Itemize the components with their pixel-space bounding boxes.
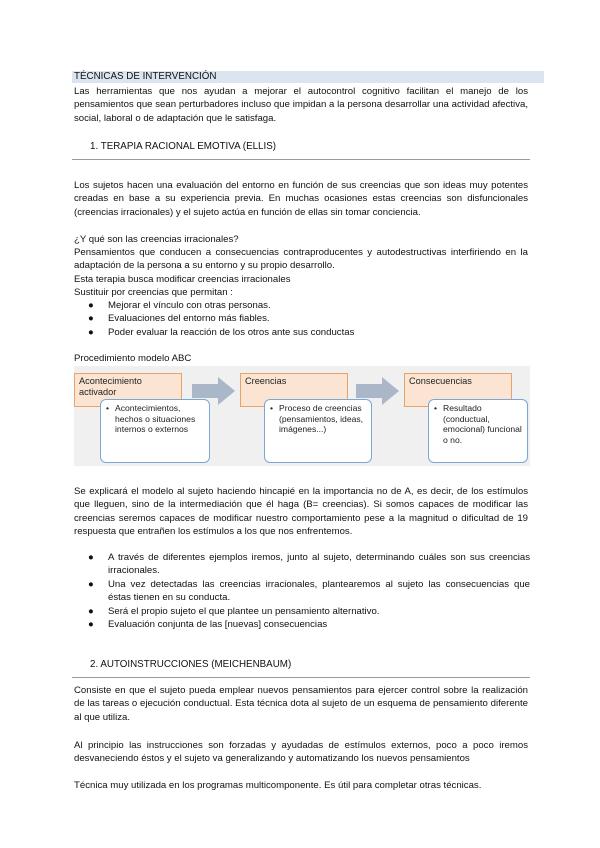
section1-divider: [72, 159, 530, 160]
list-item: ● Una vez detectadas las creencias irracionales, plantearemos al sujeto las consecuencias que éstas tienen en su conducta.: [88, 578, 530, 604]
list-item: ● Poder evaluar la reacción de los otros ante sus conductas: [88, 326, 355, 338]
intro-paragraph: Las herramientas que nos ayudan a mejorar el autocontrol cognitivo facilitan el manejo de los pensamientos que sean perturbadores incluso que impidan a la persona desarrollar una actividad afectiva, social, laboral o de adaptación que le satisfaga.: [74, 86, 528, 124]
section2-divider: [72, 677, 530, 678]
bullet-icon: ●: [88, 578, 94, 590]
bullet-icon: •: [434, 403, 438, 413]
bullet-icon: •: [270, 403, 274, 413]
bullet-icon: •: [106, 403, 110, 413]
section1-heading: 1. TERAPIA RACIONAL EMOTIVA (ELLIS): [90, 141, 277, 152]
list-item: ● A través de diferentes ejemplos iremos, junto al sujeto, determinando cuáles son sus creencias irracionales.: [88, 552, 530, 577]
bullet-icon: ●: [88, 619, 94, 631]
section2-paragraph-3: Técnica muy utilizada en los programas multicomponente. Es útil para completar otras técnicas.: [74, 780, 482, 791]
section1-paragraph-3: Esta terapia busca modificar creencias irracionales: [74, 274, 291, 285]
section1-paragraph-4: Sustituir por creencias que permitan :: [74, 287, 233, 298]
arrow-right-icon: [356, 376, 400, 406]
section2-paragraph-2: Al principio las instrucciones son forzadas y ayudadas de estímulos externos, poco a poco iremos desvaneciendo éstos y el sujeto va generalizando y automatizando los nuevos pensamientos: [74, 740, 528, 765]
bullet-icon: ●: [88, 326, 94, 338]
question-heading: ¿Y qué son las creencias irracionales?: [74, 234, 239, 245]
list-item: ● Evaluaciones del entorno más fiables.: [88, 313, 270, 325]
arrow-right-icon: [192, 376, 236, 406]
box-creencias-detail: • Proceso de creencias (pensamientos, ideas, imágenes...): [264, 399, 372, 463]
page-title: TÉCNICAS DE INTERVENCIÓN: [74, 71, 217, 82]
bullet-icon: ●: [88, 300, 94, 311]
abc-diagram: [74, 366, 530, 466]
section2-heading: 2. AUTOINSTRUCCIONES (MEICHENBAUM): [90, 659, 292, 670]
bullet-icon: ●: [88, 605, 94, 617]
list-item: ● Será el propio sujeto el que plantee un pensamiento alternativo.: [88, 605, 380, 617]
box-consecuencias: Consecuencias: [404, 373, 512, 407]
box-creencias: Creencias: [240, 373, 348, 407]
box-consecuencias-detail: • Resultado (conductual, emocional) funcional o no.: [428, 399, 528, 463]
list-item: ● Mejorar el vínculo con otras personas.: [88, 300, 271, 311]
box-acontecimiento: Acontecimiento activador: [74, 373, 182, 407]
bullet-icon: ●: [88, 313, 94, 325]
section1-paragraph-5: Se explicará el modelo al sujeto haciendo hincapié en la importancia no de A, es decir, de los estímulos que lleguen, sino de la intermediación que él haga (B= creencias). Si somos capaces de modificar las creencias seremos capaces de modificar nuestro comportamiento pese a la magnitud o dificultad de 19 respuesta que entrañen los estímulos a los que nos enfrentemos.: [74, 486, 528, 538]
section1-paragraph-2: Pensamientos que conducen a consecuencias contraproducentes y autodestructivas interfiriendo en la adaptación de la persona a su entorno y su propio desarrollo.: [74, 247, 528, 272]
section1-paragraph-1: Los sujetos hacen una evaluación del entorno en función de sus creencias que son ideas muy potentes creadas en base a su experiencia previa. En muchas ocasiones estas creencias son disfuncionales (creencias irracionales) y el sujeto actúa en función de ellas sin tomar conciencia.: [74, 180, 528, 218]
steps-list: [74, 551, 530, 631]
section2-paragraph-1: Consiste en que el sujeto pueda emplear nuevos pensamientos para ejercer control sobre la realización de las tareas o ejecución conductual. Esta técnica dota al sujeto de un esquema de pensamiento diferente al que utiliza.: [74, 685, 528, 723]
box-acontecimiento-detail: • Acontecimientos, hechos o situaciones internos o externos: [100, 399, 210, 463]
abc-title: Procedimiento modelo ABC: [74, 353, 192, 364]
bullet-icon: ●: [88, 552, 94, 563]
list-item: ● Evaluación conjunta de las [nuevas] consecuencias: [88, 619, 328, 631]
benefits-list: [74, 299, 530, 339]
